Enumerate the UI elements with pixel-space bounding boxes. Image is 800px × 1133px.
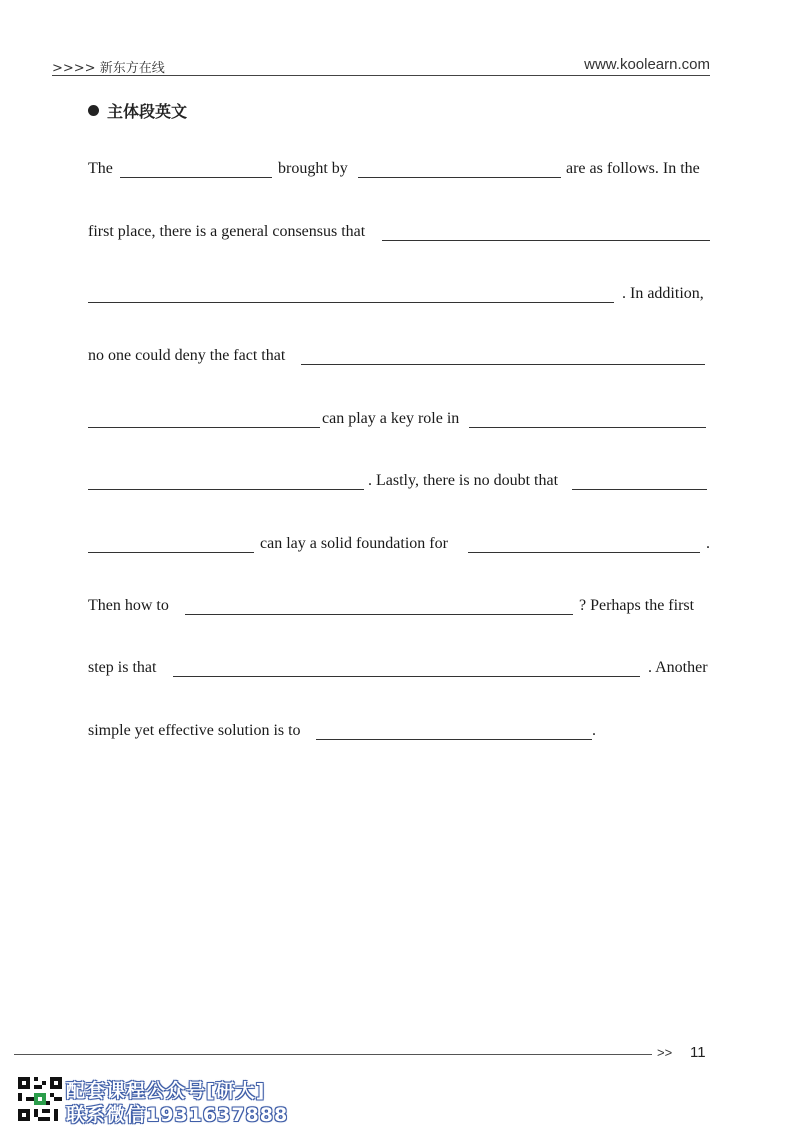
line-text: . Another xyxy=(648,659,708,676)
page-number: 11 xyxy=(690,1044,706,1061)
line-text: are as follows. In the xyxy=(566,160,700,177)
line-text: can play a key role in xyxy=(322,410,460,427)
blank-field[interactable] xyxy=(120,177,272,178)
fill-line-10 xyxy=(88,722,710,748)
blank-field[interactable] xyxy=(358,177,561,178)
fill-line-4 xyxy=(88,347,710,373)
blank-field[interactable] xyxy=(88,552,254,553)
blank-field[interactable] xyxy=(301,364,705,365)
blank-field[interactable] xyxy=(88,302,614,303)
line-text: . Lastly, there is no doubt that xyxy=(368,472,559,489)
fill-line-7 xyxy=(88,535,710,561)
blank-field[interactable] xyxy=(185,614,573,615)
fill-line-2 xyxy=(88,223,710,249)
fill-line-1 xyxy=(88,160,710,186)
bullet-icon xyxy=(88,105,99,116)
line-text: . In addition, xyxy=(622,285,704,302)
blank-field[interactable] xyxy=(468,552,700,553)
line-text: can lay a solid foundation for xyxy=(260,535,448,552)
line-text: ? Perhaps the first xyxy=(579,597,695,614)
blank-field[interactable] xyxy=(173,676,640,677)
line-text: first place, there is a general consensus that xyxy=(88,223,366,240)
header-brand: >>>> 新东方在线 xyxy=(52,61,165,76)
section-title-text: 主体段英文 xyxy=(107,102,188,121)
line-text: brought by xyxy=(278,160,348,177)
fill-line-3 xyxy=(88,285,710,311)
blank-field[interactable] xyxy=(382,240,710,241)
line-text: simple yet effective solution is to xyxy=(88,722,301,739)
footer-divider xyxy=(14,1054,652,1055)
fill-line-6 xyxy=(88,472,710,498)
blank-field[interactable] xyxy=(572,489,707,490)
qr-code-icon xyxy=(18,1077,62,1121)
fill-line-8 xyxy=(88,597,710,623)
header-divider xyxy=(52,75,710,76)
page-header xyxy=(52,55,710,79)
line-text: step is that xyxy=(88,659,157,676)
promo-line-2: 联系微信1931637888 xyxy=(66,1104,289,1126)
blank-field[interactable] xyxy=(88,489,364,490)
section-heading xyxy=(88,99,187,122)
fill-line-9 xyxy=(88,659,710,685)
line-text: The xyxy=(88,160,113,177)
blank-field[interactable] xyxy=(469,427,706,428)
line-text: Then how to xyxy=(88,597,169,614)
footer-arrow: >> xyxy=(657,1045,673,1060)
blank-field[interactable] xyxy=(316,739,592,740)
header-url: www.koolearn.com xyxy=(584,56,710,73)
line-text: . xyxy=(706,535,710,552)
line-text: no one could deny the fact that xyxy=(88,347,286,364)
fill-line-5 xyxy=(88,410,710,436)
blank-field[interactable] xyxy=(88,427,320,428)
line-text: . xyxy=(592,722,596,739)
promo-line-1: 配套课程公众号[研大] xyxy=(66,1080,266,1102)
